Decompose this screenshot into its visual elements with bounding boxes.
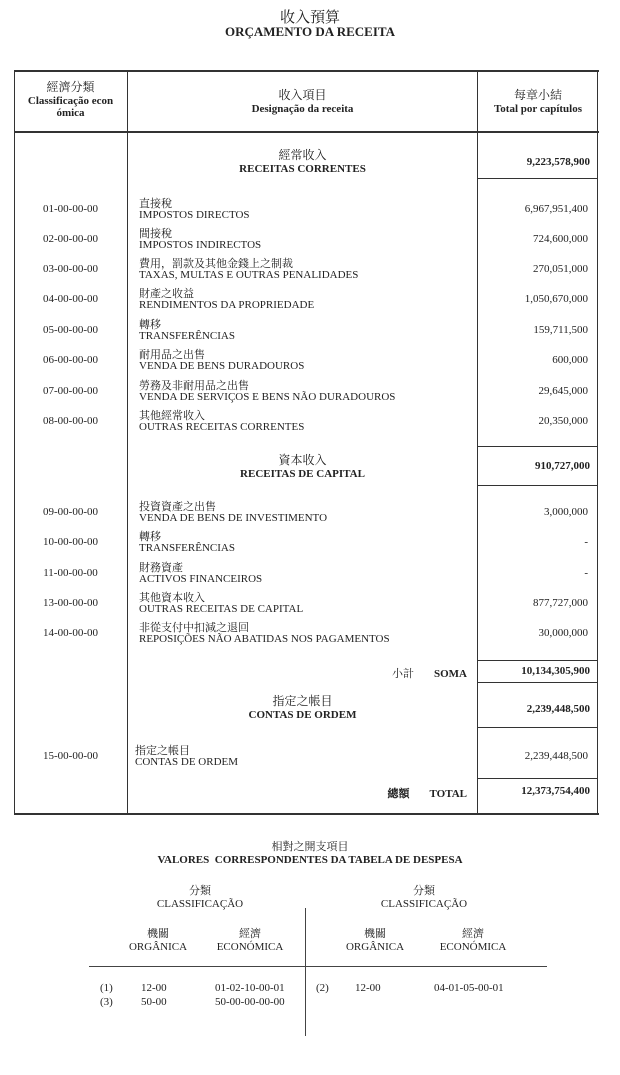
soma-value: 10,134,305,900 [521, 665, 590, 677]
class-pt: CLASSIFICAÇÃO [380, 898, 468, 910]
section-total: 910,727,000 [535, 460, 590, 472]
row-zh: 指定之帳目 [135, 744, 190, 757]
row-code: 06-00-00-00 [43, 354, 98, 366]
row-pt: REPOSIÇÕES NÃO ABATIDAS NOS PAGAMENTOS [139, 633, 390, 645]
expense-ref: (1) [100, 982, 113, 994]
org-pt: ORGÂNICA [345, 941, 405, 953]
soma-label [300, 664, 467, 682]
row-value: 1,050,670,000 [524, 293, 588, 305]
row-code: 15-00-00-00 [43, 750, 98, 762]
section-total: 2,239,448,500 [526, 703, 590, 715]
total-zh: 總額 [387, 787, 410, 800]
classification-left [140, 882, 260, 910]
expense-org: 50-00 [141, 996, 167, 1008]
expense-ref: (2) [316, 982, 329, 994]
row-code: 13-00-00-00 [43, 597, 98, 609]
expense-eco: 50-00-00-00-00 [215, 996, 285, 1008]
expense-ref: (3) [100, 996, 113, 1008]
header-col1-pt: Classificação econ [27, 95, 114, 107]
expense-org: 12-00 [355, 982, 381, 994]
header-col2-pt: Designação da receita [251, 103, 354, 115]
row-pt: IMPOSTOS INDIRECTOS [139, 239, 262, 251]
total-value: 12,373,754,400 [521, 785, 590, 797]
row-code: 01-00-00-00 [43, 203, 98, 215]
expense-org: 12-00 [141, 982, 167, 994]
soma-zh: 小計 [392, 667, 414, 680]
row-zh: 其他資本收入 [139, 591, 205, 604]
row-code: 11-00-00-00 [43, 567, 98, 579]
row-code: 09-00-00-00 [43, 506, 98, 518]
eco-pt: ECONÓMICA [216, 941, 284, 953]
section-pt: CONTAS DE ORDEM [248, 709, 357, 721]
total-label [300, 784, 467, 802]
row-zh: 其他經常收入 [139, 409, 205, 422]
row-code: 14-00-00-00 [43, 627, 98, 639]
eco-zh: 經濟 [462, 927, 484, 940]
row-zh: 直接稅 [139, 197, 172, 210]
header-classification [14, 78, 127, 119]
soma-pt: SOMA [434, 668, 467, 680]
row-zh: 轉移 [139, 318, 161, 331]
header-col3-pt: Total por capítulos [493, 103, 583, 115]
row-value: 724,600,000 [533, 233, 588, 245]
expense-eco: 01-02-10-00-01 [215, 982, 285, 994]
header-col1-pt-2: ómica [56, 107, 85, 119]
row-value: 877,727,000 [533, 597, 588, 609]
row-pt: VENDA DE BENS DURADOUROS [139, 360, 305, 372]
row-pt: RENDIMENTOS DA PROPRIEDADE [139, 299, 315, 311]
classification-right [364, 882, 484, 910]
section-pt: RECEITAS DE CAPITAL [240, 468, 365, 480]
row-zh: 財務資產 [139, 561, 183, 574]
org-zh: 機關 [364, 927, 386, 940]
org-header [335, 925, 415, 953]
row-zh: 費用，罰款及其他金錢上之制裁 [139, 257, 293, 270]
section-heading [128, 451, 477, 480]
eco-zh: 經濟 [239, 927, 261, 940]
row-pt: OUTRAS RECEITAS CORRENTES [139, 421, 305, 433]
row-pt: VENDA DE SERVIÇOS E BENS NÃO DURADOUROS [139, 391, 396, 403]
header-col2-zh: 收入項目 [278, 88, 327, 102]
row-value: 270,051,000 [533, 263, 588, 275]
row-zh: 轉移 [139, 530, 161, 543]
row-value: 159,711,500 [533, 324, 588, 336]
row-code: 02-00-00-00 [43, 233, 98, 245]
row-zh: 非從支付中扣減之退回 [139, 621, 249, 634]
eco-header [205, 925, 295, 953]
expense-title-pt: VALORES CORRESPONDENTES DA TABELA DE DESPESA [157, 854, 463, 866]
eco-header [428, 925, 518, 953]
row-value: - [584, 567, 588, 579]
title-pt: ORÇAMENTO DA RECEITA [225, 24, 395, 39]
row-pt: TRANSFERÊNCIAS [139, 542, 235, 554]
row-code: 10-00-00-00 [43, 536, 98, 548]
header-col3-zh: 每章小結 [513, 88, 562, 102]
section-total: 9,223,578,900 [526, 156, 590, 168]
title-zh: 收入預算 [279, 8, 340, 26]
row-zh: 財產之收益 [139, 287, 194, 300]
row-value: 29,645,000 [538, 385, 588, 397]
row-value: - [584, 536, 588, 548]
row-code: 04-00-00-00 [43, 293, 98, 305]
eco-pt: ECONÓMICA [439, 941, 507, 953]
row-value: 6,967,951,400 [524, 203, 588, 215]
row-code: 08-00-00-00 [43, 415, 98, 427]
row-value: 30,000,000 [538, 627, 588, 639]
class-zh: 分類 [189, 884, 211, 897]
row-pt: TRANSFERÊNCIAS [139, 330, 235, 342]
row-zh: 投資資產之出售 [139, 500, 216, 513]
expense-title-zh: 相對之開支項目 [271, 840, 349, 853]
org-header [118, 925, 198, 953]
class-pt: CLASSIFICAÇÃO [156, 898, 244, 910]
row-code: 05-00-00-00 [43, 324, 98, 336]
row-code: 07-00-00-00 [43, 385, 98, 397]
section-zh: 資本收入 [278, 453, 327, 467]
row-pt: ACTIVOS FINANCEIROS [139, 573, 263, 585]
org-zh: 機關 [147, 927, 169, 940]
class-zh: 分類 [413, 884, 435, 897]
row-zh: 勞務及非耐用品之出售 [139, 379, 249, 392]
expense-heading [0, 838, 620, 866]
row-pt: VENDA DE BENS DE INVESTIMENTO [139, 512, 328, 524]
row-pt: TAXAS, MULTAS E OUTRAS PENALIDADES [139, 269, 359, 281]
expense-eco: 04-01-05-00-01 [434, 982, 504, 994]
row-value: 600,000 [552, 354, 588, 366]
row-code: 03-00-00-00 [43, 263, 98, 275]
row-value: 20,350,000 [538, 415, 588, 427]
row-pt: CONTAS DE ORDEM [135, 756, 239, 768]
total-pt: TOTAL [429, 788, 467, 800]
section-pt: RECEITAS CORRENTES [239, 163, 366, 175]
org-pt: ORGÂNICA [128, 941, 188, 953]
row-zh: 耐用品之出售 [139, 348, 205, 361]
header-col1-zh: 經濟分類 [46, 80, 95, 94]
header-designation [128, 86, 477, 115]
section-zh: 指定之帳目 [272, 694, 333, 708]
row-pt: OUTRAS RECEITAS DE CAPITAL [139, 603, 304, 615]
section-zh: 經常收入 [278, 148, 327, 162]
row-pt: IMPOSTOS DIRECTOS [139, 209, 250, 221]
row-value: 3,000,000 [544, 506, 588, 518]
row-value: 2,239,448,500 [524, 750, 588, 762]
section-heading [128, 692, 477, 721]
section-heading [128, 146, 477, 175]
row-zh: 間接稅 [139, 227, 172, 240]
header-total [478, 86, 598, 115]
